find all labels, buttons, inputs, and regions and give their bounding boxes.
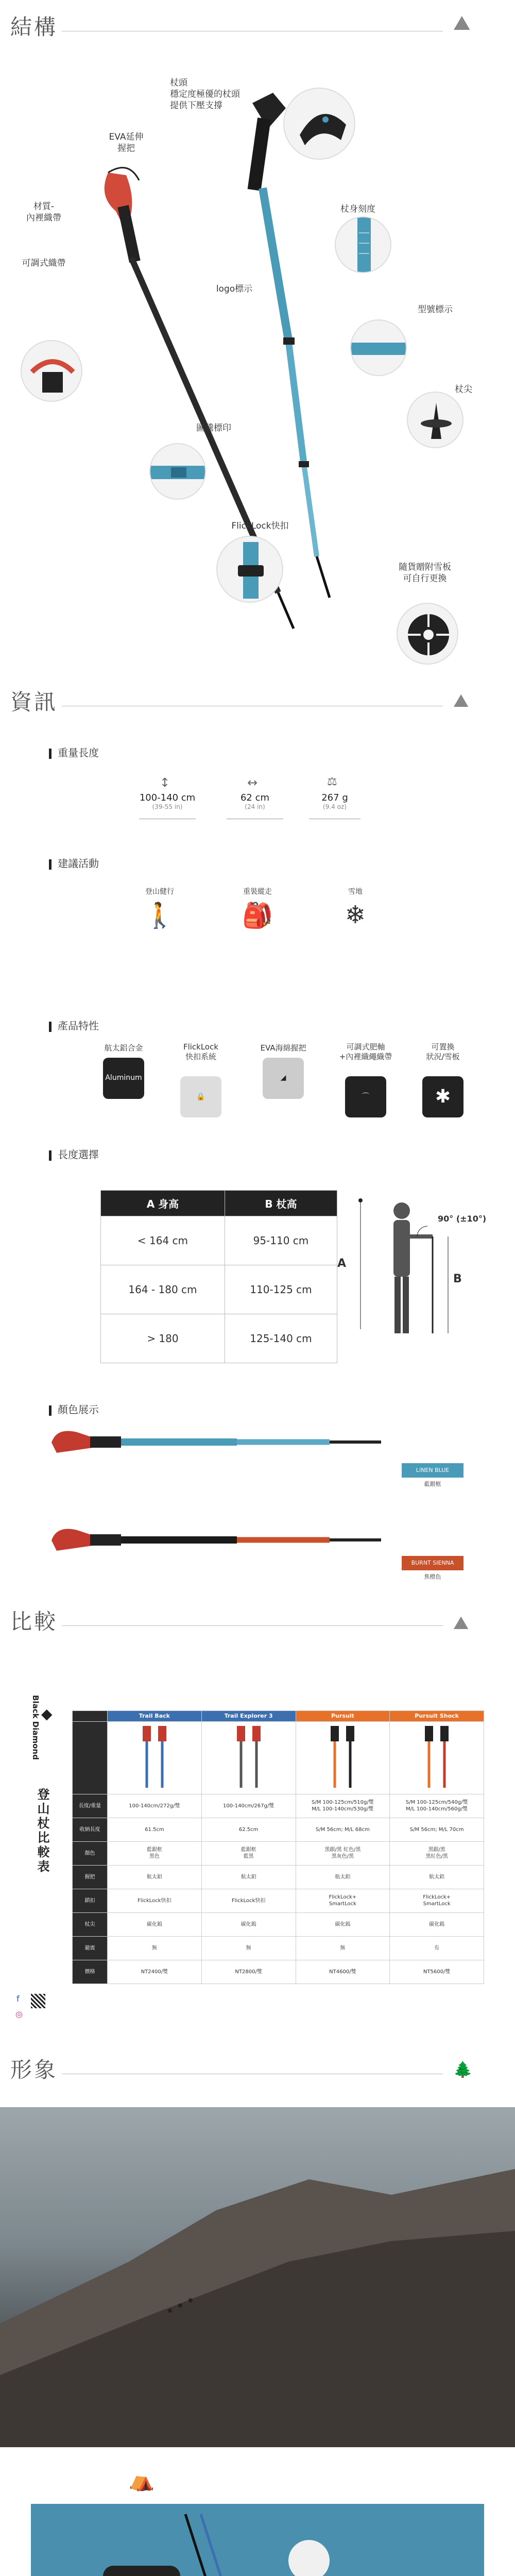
pole-pair-icon bbox=[116, 1723, 193, 1790]
comparison-col-header: Pursuit bbox=[296, 1711, 390, 1722]
comparison-cell: S/M 100-125cm/510g/雙 M/L 100-140cm/530g/雙 bbox=[296, 1794, 390, 1818]
comparison-cell: S/M 56cm; M/L 70cm bbox=[390, 1818, 484, 1842]
comparison-cell: 100-140cm/267g/雙 bbox=[201, 1794, 296, 1818]
comparison-row-label: 長度/重量 bbox=[73, 1794, 108, 1818]
comparison-header-row bbox=[73, 1711, 484, 1722]
spec-packed-sub: (24 in) bbox=[245, 803, 265, 810]
color-swatch-blue: LINEN BLUE bbox=[402, 1463, 464, 1478]
size-cell: < 164 cm bbox=[101, 1216, 225, 1265]
brand-name: Black Diamond bbox=[31, 1695, 40, 1760]
size-cell: 164 - 180 cm bbox=[101, 1265, 225, 1314]
subhead-bar bbox=[49, 1022, 52, 1032]
activity-backpacking-label: 重裝縱走 bbox=[243, 888, 272, 896]
comparison-cell: NT5600/雙 bbox=[390, 1960, 484, 1984]
comparison-cell: FlickLock+ SmartLock bbox=[390, 1889, 484, 1913]
table-row bbox=[73, 1913, 484, 1937]
strap-icon bbox=[345, 1076, 386, 1117]
activity-hiking bbox=[131, 886, 188, 930]
comparison-row-label: 顏色 bbox=[73, 1842, 108, 1866]
comparison-row-label: 杖尖 bbox=[73, 1913, 108, 1937]
spec-packed-value: 62 cm bbox=[240, 792, 270, 803]
comparison-cell: FlickLock+ SmartLock bbox=[296, 1889, 390, 1913]
subhead-features bbox=[49, 1018, 99, 1032]
comparison-cell: S/M 100-125cm/540g/雙 M/L 100-140cm/560g/雙 bbox=[390, 1794, 484, 1818]
comparison-cell: 航太鋁 bbox=[108, 1866, 202, 1889]
detail-circle-handle bbox=[283, 88, 355, 160]
tree-deco-icon: 🌲 bbox=[453, 2061, 473, 2079]
size-table bbox=[100, 1190, 337, 1363]
comparison-cell: NT4600/雙 bbox=[296, 1960, 390, 1984]
subhead-features-text: 產品特性 bbox=[58, 1020, 99, 1032]
comparison-row-label: 收納長度 bbox=[73, 1818, 108, 1842]
length-arrow-icon: ↕ bbox=[160, 775, 170, 790]
pole-orange bbox=[52, 1529, 381, 1551]
comparison-cell: NT2800/雙 bbox=[201, 1960, 296, 1984]
table-row bbox=[101, 1216, 337, 1265]
subhead-weight-text: 重量長度 bbox=[58, 747, 99, 759]
comparison-cell: 黑銀/黑 紅色/黑 黑灰色/黑 bbox=[296, 1842, 390, 1866]
size-table-header bbox=[101, 1191, 337, 1216]
callout-basket: 隨貨贈附雪板 可自行更換 bbox=[399, 562, 451, 584]
detail-circle-model bbox=[350, 319, 407, 376]
feature-strap-label: 可調式肥軸 +內裡織繩織帶 bbox=[339, 1042, 392, 1061]
pole-pair-icon bbox=[398, 1723, 475, 1790]
comparison-image-label bbox=[73, 1721, 108, 1794]
comparison-cell: S/M 56cm; M/L 68cm bbox=[296, 1818, 390, 1842]
compare-side-title: 登山杖比較表 bbox=[35, 1788, 49, 1874]
aluminum-icon bbox=[103, 1058, 144, 1099]
comparison-row-label: 鎖扣 bbox=[73, 1889, 108, 1913]
hiker-icon: 🚶 bbox=[144, 901, 175, 930]
table-row bbox=[73, 1866, 484, 1889]
comparison-col-header: Pursuit Shock bbox=[390, 1711, 484, 1722]
flicklock-icon bbox=[180, 1076, 221, 1117]
callout-flicklock: FlickLock快扣 bbox=[231, 521, 289, 531]
comparison-cell: 藍銀框 黑色 bbox=[108, 1842, 202, 1866]
packed-arrow-icon: ↔ bbox=[247, 775, 258, 790]
feature-aluminum bbox=[95, 1023, 152, 1099]
activity-hiking-label: 登山健行 bbox=[145, 888, 174, 896]
flicklock-detail-icon bbox=[217, 537, 283, 603]
comparison-cell: 碳化鎢 bbox=[296, 1913, 390, 1937]
comparison-cell: 黑銀/黑 黑紅色/黑 bbox=[390, 1842, 484, 1866]
size-cell: 110-125 cm bbox=[225, 1265, 337, 1314]
color-swatch-orange: BURNT SIENNA bbox=[402, 1556, 464, 1570]
table-row bbox=[73, 1842, 484, 1866]
callout-lock-mark: 圖騰標印 bbox=[196, 423, 231, 433]
label-a: A bbox=[337, 1257, 347, 1270]
subhead-colors-text: 顏色展示 bbox=[58, 1403, 99, 1416]
pole-blue bbox=[52, 1431, 381, 1453]
subhead-bar bbox=[49, 859, 52, 870]
detail-circle-basket bbox=[397, 603, 458, 665]
handle-detail-icon bbox=[284, 89, 355, 160]
color-poles-image bbox=[52, 1422, 402, 1577]
detail-circle-strap bbox=[21, 340, 82, 402]
comparison-image-cell bbox=[201, 1721, 296, 1794]
spec-length-sub: (39-55 in) bbox=[152, 803, 183, 810]
comparison-cell: 碳化鎢 bbox=[201, 1913, 296, 1937]
subhead-size-text: 長度選擇 bbox=[58, 1148, 99, 1161]
activity-backpacking bbox=[229, 886, 286, 930]
detail-circle-flicklock bbox=[216, 536, 283, 603]
spec-length-value: 100-140 cm bbox=[139, 792, 196, 803]
table-row bbox=[101, 1314, 337, 1363]
spec-weight-sub: (9.4 oz) bbox=[323, 803, 347, 810]
color-name-blue: 藍銀框 bbox=[424, 1481, 441, 1487]
feature-flicklock-label: FlickLock 快扣系統 bbox=[183, 1042, 219, 1061]
section-divider bbox=[62, 1625, 443, 1626]
photo-gear-flatlay bbox=[31, 2504, 484, 2576]
comparison-cell: NT2400/雙 bbox=[108, 1960, 202, 1984]
detail-circle-tip bbox=[407, 392, 464, 448]
comparison-row-label: 避震 bbox=[73, 1937, 108, 1960]
size-cell: 95-110 cm bbox=[225, 1216, 337, 1265]
mountain-deco-icon: ⛰ bbox=[453, 11, 471, 35]
feature-eva-label: EVA海綿握把 bbox=[260, 1043, 306, 1053]
section-title-compare: 比較 bbox=[10, 1609, 58, 1634]
comparison-header-corner bbox=[73, 1711, 108, 1722]
angle-label: 90° (±10°) bbox=[438, 1214, 487, 1224]
strap-detail-icon bbox=[22, 341, 82, 402]
comparison-cell: 無 bbox=[108, 1937, 202, 1960]
model-detail-icon bbox=[351, 320, 407, 376]
size-cell: 125-140 cm bbox=[225, 1314, 337, 1363]
comparison-row-label: 握把 bbox=[73, 1866, 108, 1889]
callout-logo: logo標示 bbox=[216, 284, 253, 294]
comparison-image-cell bbox=[296, 1721, 390, 1794]
size-header-pole: B 杖高 bbox=[225, 1191, 337, 1216]
comparison-cell: 航太鋁 bbox=[296, 1866, 390, 1889]
callout-tip: 杖尖 bbox=[455, 384, 472, 395]
subhead-activities-text: 建議活動 bbox=[58, 857, 99, 870]
table-row bbox=[73, 1889, 484, 1913]
comparison-cell: 無 bbox=[296, 1937, 390, 1960]
eva-grip-icon-glyph: ◢ bbox=[280, 1074, 286, 1082]
feature-flicklock bbox=[173, 1023, 229, 1128]
subhead-bar bbox=[49, 749, 52, 759]
subhead-bar bbox=[49, 1150, 52, 1161]
table-row bbox=[101, 1265, 337, 1314]
comparison-cell: 61.5cm bbox=[108, 1818, 202, 1842]
callout-model: 型號標示 bbox=[418, 304, 453, 315]
comparison-cell: 無 bbox=[201, 1937, 296, 1960]
comparison-row-label: 價格 bbox=[73, 1960, 108, 1984]
label-b: B bbox=[453, 1273, 462, 1285]
comparison-cell: 62.5cm bbox=[201, 1818, 296, 1842]
aluminum-icon-text: Aluminum bbox=[105, 1074, 142, 1082]
comparison-table bbox=[72, 1710, 484, 1984]
comparison-cell: 藍銀框 藍黑 bbox=[201, 1842, 296, 1866]
comparison-col-header: Trail Back bbox=[108, 1711, 202, 1722]
comparison-image-cell bbox=[390, 1721, 484, 1794]
snow-hiker-icon: ❄ bbox=[345, 901, 366, 929]
subhead-size bbox=[49, 1146, 99, 1161]
spec-weight-value: 267 g bbox=[321, 792, 348, 803]
mountain-ridge-illustration bbox=[0, 2107, 515, 2447]
section-title-info: 資訊 bbox=[10, 689, 58, 715]
callout-adjustable-strap: 可調式織帶 bbox=[22, 258, 66, 268]
feature-basket-label: 可置換 狀況/雪板 bbox=[426, 1042, 460, 1061]
feature-basket bbox=[415, 1023, 471, 1128]
gear-flatlay-illustration bbox=[31, 2504, 484, 2576]
detail-circle-lock-mark bbox=[149, 443, 206, 500]
subhead-weight bbox=[49, 744, 99, 759]
table-row bbox=[73, 1794, 484, 1818]
comparison-cell: 有 bbox=[390, 1937, 484, 1960]
comparison-cell: 碳化鎢 bbox=[108, 1913, 202, 1937]
brand-logo-icon: ◆ bbox=[41, 1705, 53, 1722]
comparison-cell: 碳化鎢 bbox=[390, 1913, 484, 1937]
activity-snow bbox=[327, 886, 384, 929]
callout-handle-top: 杖頭 穩定度極優的杖頭 提供下壓支撐 bbox=[170, 78, 240, 111]
table-row bbox=[73, 1960, 484, 1984]
activity-snow-label: 雪地 bbox=[348, 888, 363, 896]
feature-aluminum-label: 航太鋁合金 bbox=[104, 1043, 143, 1053]
eva-grip-icon bbox=[263, 1058, 304, 1099]
subhead-colors bbox=[49, 1401, 99, 1416]
basket-detail-icon bbox=[398, 604, 458, 665]
comparison-cell: 航太鋁 bbox=[201, 1866, 296, 1889]
comparison-body bbox=[73, 1794, 484, 1984]
scale-icon: ⚖ bbox=[327, 775, 337, 788]
basket-icon bbox=[422, 1076, 464, 1117]
basket-icon-glyph: ✱ bbox=[435, 1086, 451, 1107]
comparison-cell: FlickLock快扣 bbox=[201, 1889, 296, 1913]
comparison-cell: FlickLock快扣 bbox=[108, 1889, 202, 1913]
mountain-deco-icon: ⛰ bbox=[453, 690, 469, 711]
photo-mountain-hikers bbox=[0, 2107, 515, 2447]
subhead-activities bbox=[49, 855, 99, 870]
callout-scale: 杖身刻度 bbox=[340, 204, 375, 214]
tip-detail-icon bbox=[408, 393, 464, 448]
backpacker-icon: 🎒 bbox=[242, 901, 273, 930]
section-title-image: 形象 bbox=[10, 2057, 58, 2082]
callout-eva-grip: EVA延伸 握把 bbox=[109, 132, 144, 154]
table-row bbox=[73, 1818, 484, 1842]
tent-deco-icon: ⛺ bbox=[129, 2468, 154, 2492]
comparison-image-cell bbox=[108, 1721, 202, 1794]
callout-strap-material: 材質- 內裡織帶 bbox=[26, 201, 61, 224]
table-row bbox=[73, 1937, 484, 1960]
size-cell: > 180 bbox=[101, 1314, 225, 1363]
mountain-deco-icon: ⛰ bbox=[453, 1613, 469, 1634]
lock-mark-detail-icon bbox=[150, 444, 206, 500]
pole-pair-icon bbox=[304, 1723, 381, 1790]
comparison-cell: 100-140cm/272g/雙 bbox=[108, 1794, 202, 1818]
scale-detail-icon bbox=[336, 217, 391, 273]
color-name-orange: 焦橙色 bbox=[424, 1573, 441, 1580]
strap-icon-glyph: ⌒ bbox=[362, 1092, 369, 1101]
instagram-icon[interactable]: ◎ bbox=[15, 2009, 23, 2019]
comparison-col-header: Trail Explorer 3 bbox=[201, 1711, 296, 1722]
comparison-image-row bbox=[73, 1721, 484, 1794]
section-title-structure: 結構 bbox=[10, 14, 58, 40]
pole-pair-icon bbox=[210, 1723, 287, 1790]
facebook-icon[interactable]: f bbox=[16, 1994, 20, 2004]
flicklock-icon-glyph: 🔒 bbox=[196, 1092, 205, 1101]
comparison-cell: 航太鋁 bbox=[390, 1866, 484, 1889]
feature-eva-grip bbox=[250, 1023, 317, 1099]
size-header-height: A 身高 bbox=[101, 1191, 225, 1216]
feature-strap bbox=[330, 1023, 402, 1128]
detail-circle-scale bbox=[335, 216, 391, 273]
subhead-bar bbox=[49, 1405, 52, 1416]
qr-code-icon[interactable] bbox=[31, 1994, 45, 2008]
